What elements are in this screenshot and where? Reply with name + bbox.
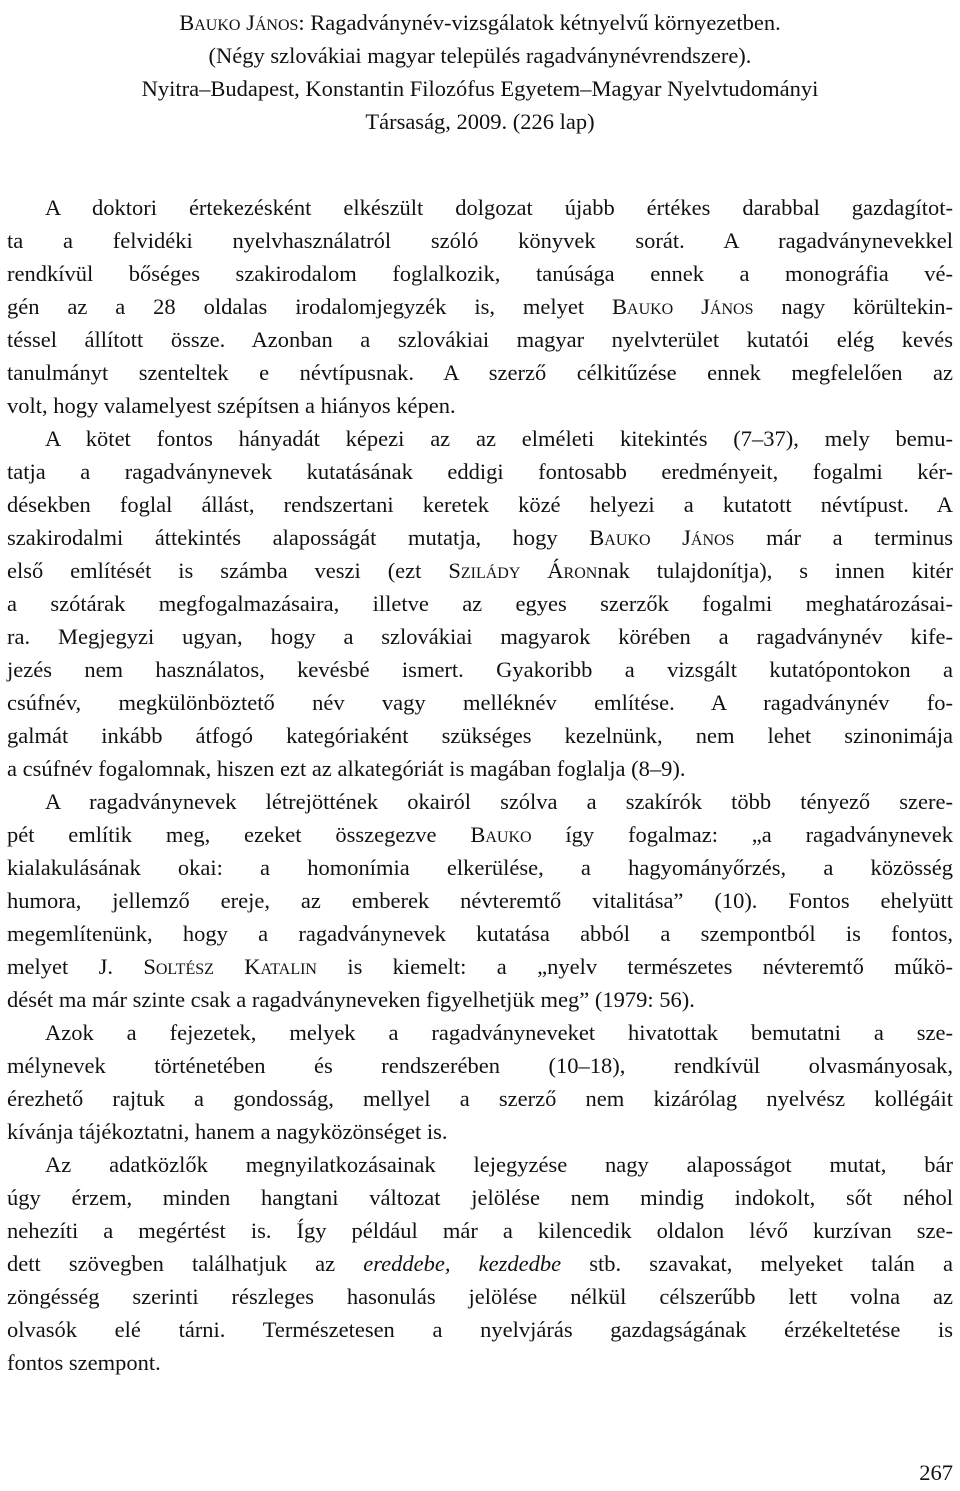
author-name: Bauko János: [612, 294, 754, 319]
text-line: kívánja tájékoztatni, hanem a nagyközönséget is.: [7, 1119, 448, 1144]
text-line: ta a felvidéki nyelvhasználatról szóló könyvek sorát. A ragadványnevekkel: [7, 228, 953, 253]
paragraph: [7, 785, 953, 1016]
paragraph: [7, 1148, 953, 1379]
text-line: úgy érzem, minden hangtani változat jelölése nem mindig indokolt, sőt néhol: [7, 1185, 953, 1210]
text-line: A kötet fontos hányadát képezi az az elméleti kitekintés (7–37), mely bemu-: [45, 426, 953, 451]
text-line: olvasók elé tárni. Természetesen a nyelvjárás gazdagságának érzékeltetése is: [7, 1317, 953, 1342]
text-line: nehezíti a megértést is. Így például már a kilencedik oldalon lévő kurzívan sze-: [7, 1218, 953, 1243]
italic-example: ereddebe, kezdedbe: [363, 1251, 562, 1276]
document-page: [7, 0, 953, 1491]
review-heading: [7, 6, 953, 138]
heading-line: Nyitra–Budapest, Konstantin Filozófus Egyetem–Magyar Nyelvtudományi: [141, 76, 819, 101]
text-line: humora, jellemző ereje, az emberek névteremtő vitalitása” (10). Fontos ehelyütt: [7, 888, 953, 913]
text-line: mélynevek történetében és rendszerében (10–18), rendkívül olvasmányosak,: [7, 1053, 953, 1078]
text-line: tanulmányt szenteltek e névtípusnak. A szerző célkitűzése ennek megfelelően az: [7, 360, 953, 385]
text-line: A ragadványnevek létrejöttének okairól szólva a szakírók több tényező szere-: [45, 789, 953, 814]
text-line: a csúfnév fogalomnak, hiszen ezt az alkategóriát is magában foglalja (8–9).: [7, 756, 686, 781]
text-line: gén az a 28 oldalas irodalomjegyzék is, melyet Bauko János nagy körültekin-: [7, 294, 954, 319]
book-title: Ragadványnév-vizsgálatok kétnyelvű környezetben.: [310, 10, 781, 35]
text-line: csúfnév, megkülönböztető név vagy melléknév említése. A ragadványnév fo-: [7, 690, 953, 715]
text-line: zöngésség szerinti részleges hasonulás jelölése nélkül célszerűbb lett volna az: [7, 1284, 953, 1309]
text-line: A doktori értekezésként elkészült dolgozat újabb értékes darabbal gazdagítot-: [45, 195, 953, 220]
paragraph: [7, 422, 953, 785]
cited-name: Soltész Katalin: [143, 954, 317, 979]
text-line: Azok a fejezetek, melyek a ragadványneveket hivatottak bemutatni a sze-: [45, 1020, 953, 1045]
text-line: galmát inkább átfogó kategóriaként szükséges kezelnünk, nem lehet szinonimája: [7, 723, 953, 748]
review-body: [7, 191, 953, 1379]
text-line: első említését is számba veszi (ezt Szilády Áronnak tulajdonítja), s innen kitér: [7, 558, 954, 583]
text-line: dett szövegben találhatjuk az ereddebe, kezdedbe stb. szavakat, melyeket talán a: [7, 1251, 953, 1276]
page-number: 267: [919, 1460, 953, 1485]
author-name: Bauko János: [589, 525, 735, 550]
text-line: pét említik meg, ezeket összegezve Bauko így fogalmaz: „a ragadványnevek: [7, 822, 953, 847]
text-line: Az adatközlők megnyilatkozásainak lejegyzése nagy alaposságot mutat, bár: [45, 1152, 953, 1177]
text-line: kialakulásának okai: a homonímia elkerülése, a hagyományőrzés, a közösség: [7, 855, 953, 880]
text-line: désekben foglal állást, rendszertani keretek közé helyezi a kutatott névtípust. A: [7, 492, 953, 517]
text-line: fontos szempont.: [7, 1350, 161, 1375]
text-line: melyet J. Soltész Katalin is kiemelt: a „nyelv természetes névteremtő műkö-: [7, 954, 954, 979]
paragraph: [7, 191, 953, 422]
text-line: a szótárak megfogalmazásaira, illetve az egyes szerzők fogalmi meghatározásai-: [7, 591, 953, 616]
text-line: dését ma már szinte csak a ragadványneveken figyelhetjük meg” (1979: 56).: [7, 987, 695, 1012]
text-line: volt, hogy valamelyest szépítsen a hiányos képen.: [7, 393, 456, 418]
author-name: Bauko: [470, 822, 532, 847]
text-line: szakirodalmi áttekintés alaposságát mutatja, hogy Bauko János már a terminus: [7, 525, 953, 550]
cited-name: Szilády Áron: [448, 558, 598, 583]
paragraph: [7, 1016, 953, 1148]
heading-line: (Négy szlovákiai magyar település ragadványnévrendszere).: [208, 43, 752, 68]
text-line: tatja a ragadványnevek kutatásának eddigi fontosabb eredményeit, fogalmi kér-: [7, 459, 953, 484]
text-line: érezhető rajtuk a gondosság, mellyel a szerző nem kizárólag nyelvész kollégáit: [7, 1086, 953, 1111]
heading-line: Bauko János: Ragadványnév-vizsgálatok kétnyelvű környezetben.: [179, 10, 781, 35]
text-line: rendkívül bőséges szakirodalom foglalkozik, tanúsága ennek a monográfia vé-: [7, 261, 953, 286]
heading-line: Társaság, 2009. (226 lap): [365, 109, 595, 134]
text-line: megemlítenünk, hogy a ragadványnevek kutatása abból a szempontból is fontos,: [7, 921, 953, 946]
text-line: jezés nem használatos, kevésbé ismert. Gyakoribb a vizsgált kutatópontokon a: [7, 657, 953, 682]
author-name: Bauko János: [179, 10, 299, 35]
text-line: ra. Megjegyzi ugyan, hogy a szlovákiai magyarok körében a ragadványnév kife-: [7, 624, 953, 649]
text-line: téssel állított össze. Azonban a szlovákiai magyar nyelvterület kutatói elég kevés: [7, 327, 953, 352]
